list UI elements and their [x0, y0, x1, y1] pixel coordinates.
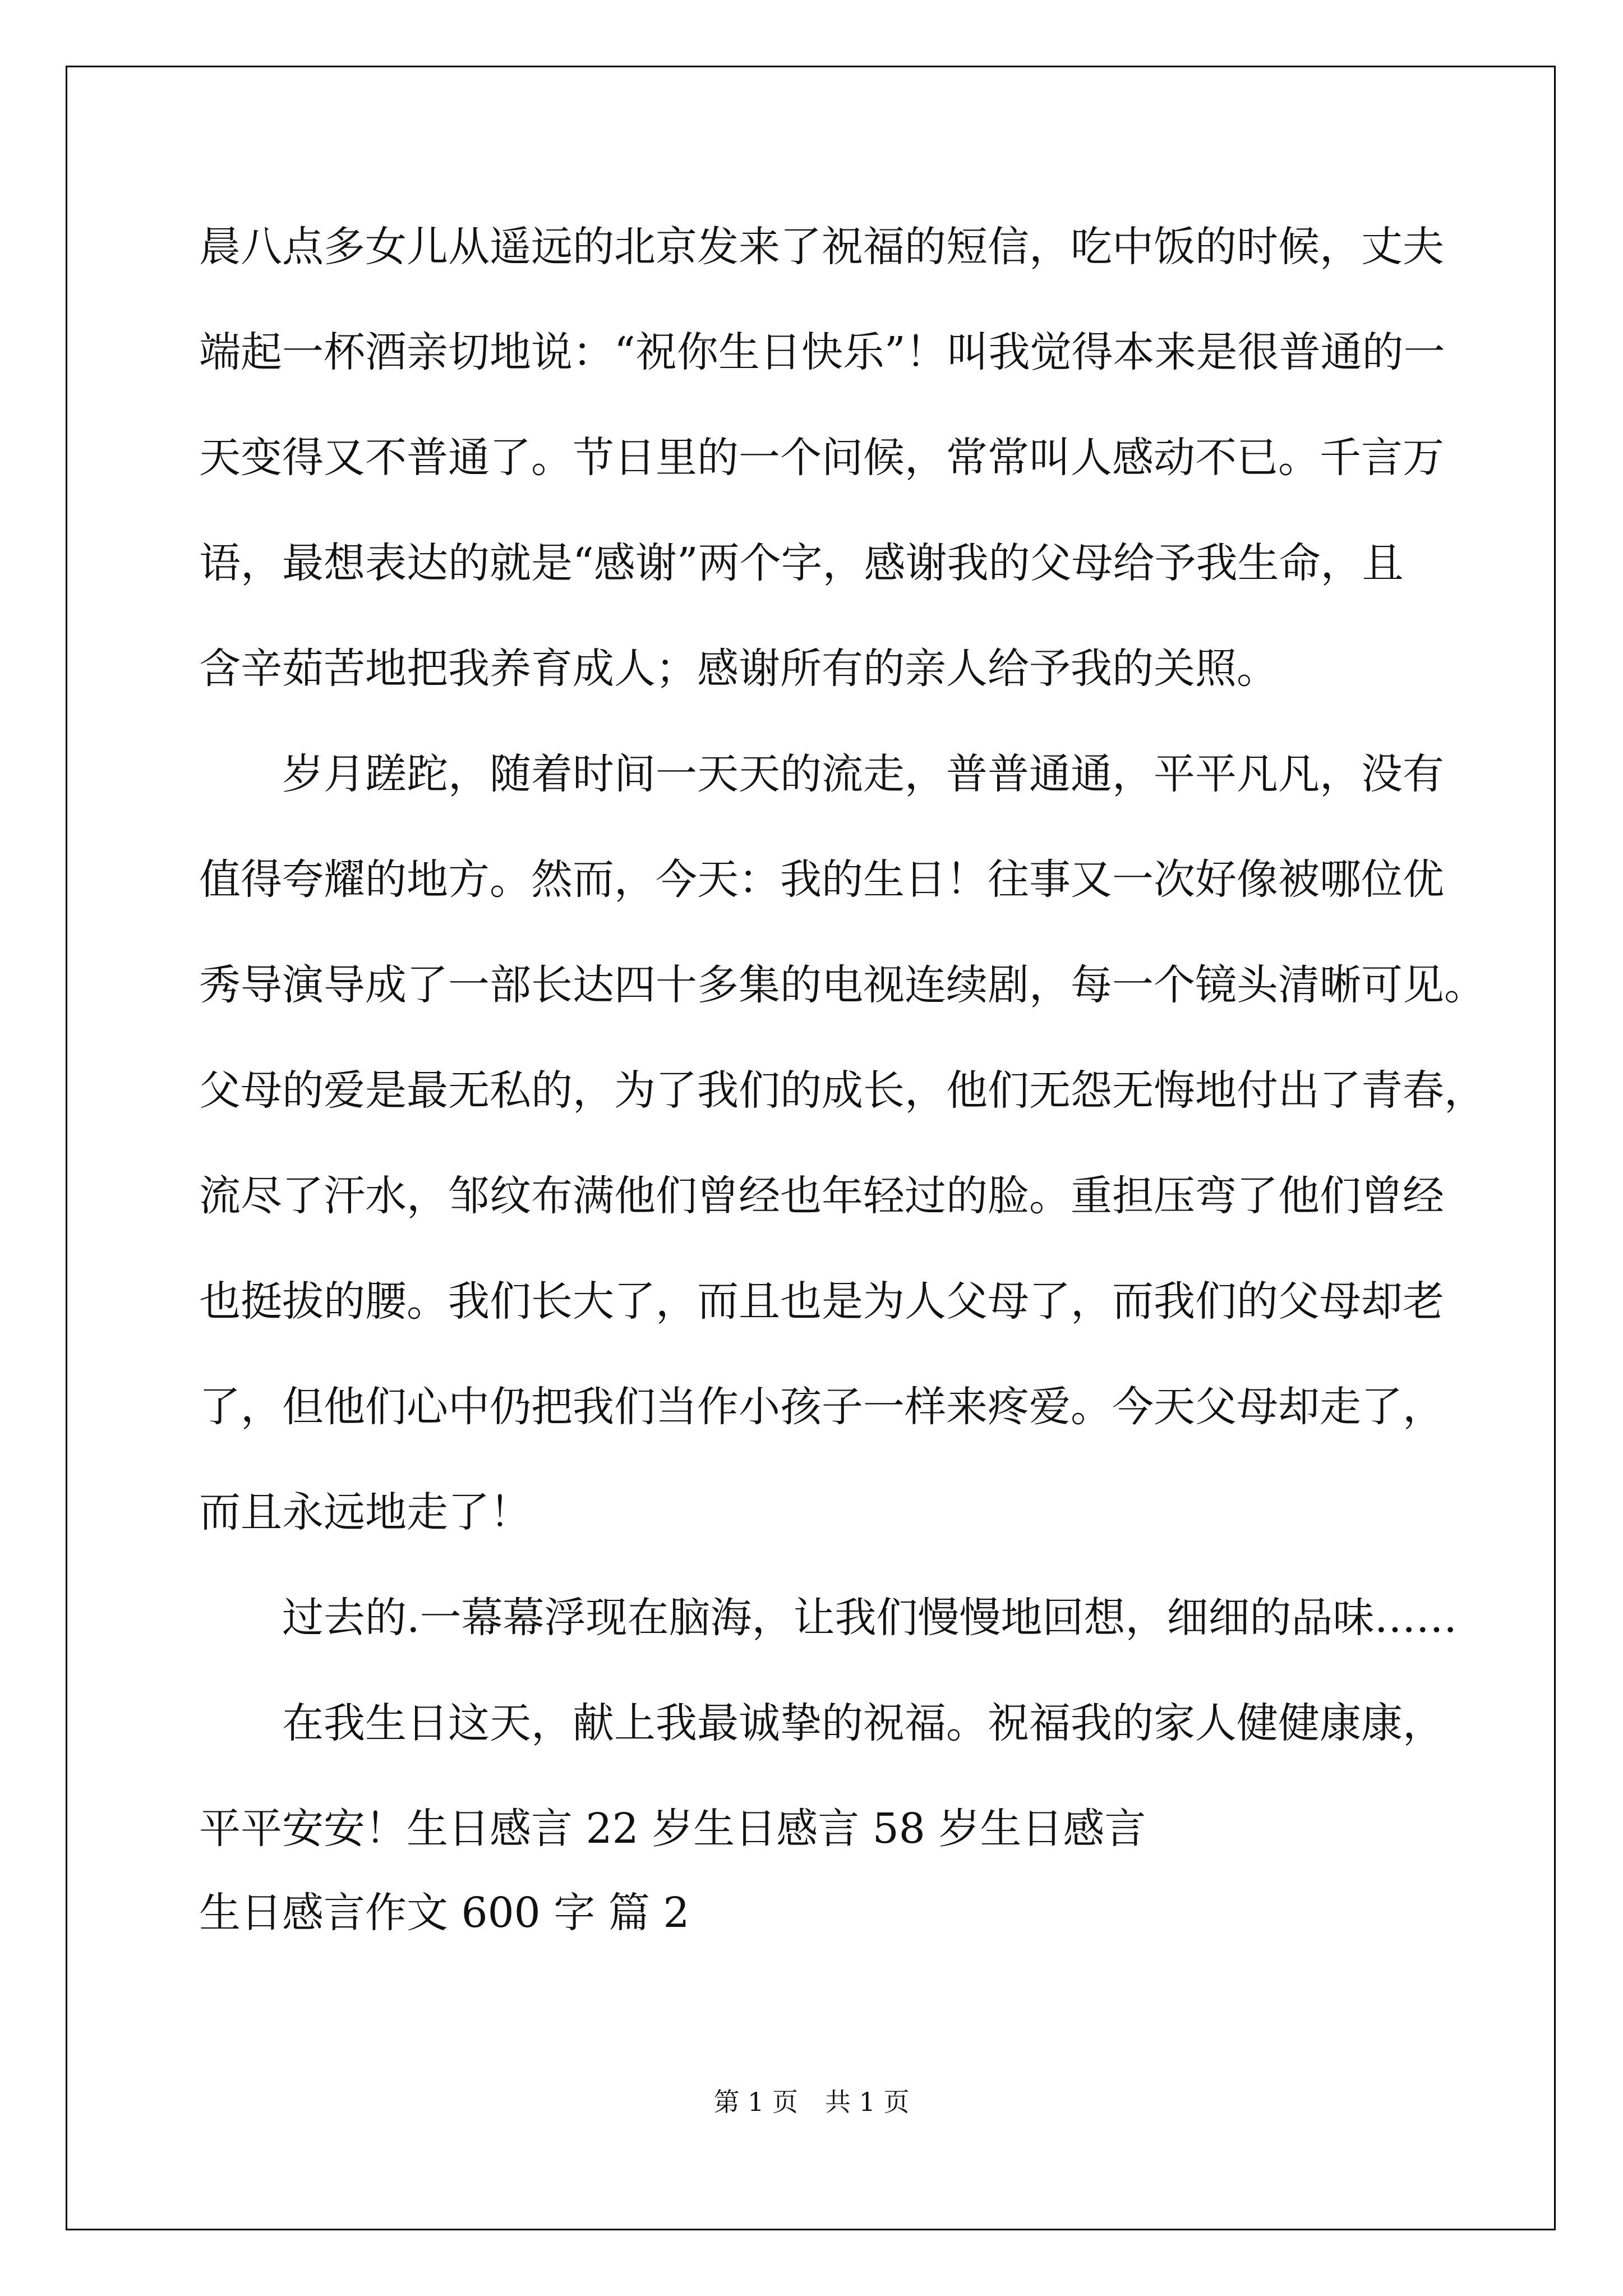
text-line: 而且永远地走了！: [199, 1488, 531, 1536]
page-number: 第 1 页: [713, 2087, 798, 2117]
text-line: 平平安安！生日感言 22 岁生日感言 58 岁生日感言: [199, 1805, 1146, 1853]
document-body: [199, 213, 1486, 1985]
text-line: 流尽了汗水，邹纹布满他们曾经也年轻过的脸。重担压弯了他们曾经: [199, 1172, 1444, 1220]
page-footer: [0, 2082, 1623, 2119]
paragraph-start-line: 过去的.一幕幕浮现在脑海，让我们慢慢地回想，细细的品味……: [282, 1594, 1458, 1642]
text-line: 端起一杯酒亲切地说：“祝你生日快乐”！叫我觉得本来是很普通的一: [199, 328, 1445, 376]
text-line: 值得夸耀的地方。然而，今天：我的生日！往事又一次好像被哪位优: [199, 855, 1444, 904]
text-line: 也挺拔的腰。我们长大了，而且也是为人父母了，而我们的父母却老: [199, 1277, 1444, 1326]
text-line: 秀导演导成了一部长达四十多集的电视连续剧，每一个镜头清晰可见。: [199, 961, 1486, 1009]
text-line: 父母的爱是最无私的，为了我们的成长，他们无怨无悔地付出了青春，: [199, 1066, 1486, 1115]
section-heading: 生日感言作文 600 字 篇 2: [199, 1889, 690, 1937]
text-line: 语，最想表达的就是“感谢”两个字，感谢我的父母给予我生命，且: [199, 539, 1404, 587]
text-line: 晨八点多女儿从遥远的北京发来了祝福的短信，吃中饭的时候，丈夫: [199, 223, 1444, 271]
page-total: 共 1 页: [825, 2087, 910, 2117]
paragraph-start-line: 岁月蹉跎，随着时间一天天的流走，普普通通，平平凡凡，没有: [282, 750, 1444, 798]
text-line: 了，但他们心中仍把我们当作小孩子一样来疼爱。今天父母却走了，: [199, 1383, 1444, 1431]
paragraph-start-line: 在我生日这天，献上我最诚挚的祝福。祝福我的家人健健康康，: [282, 1699, 1444, 1747]
text-line: 含辛茹苦地把我养育成人；感谢所有的亲人给予我的关照。: [199, 645, 1278, 693]
text-line: 天变得又不普通了。节日里的一个问候，常常叫人感动不已。千言万: [199, 434, 1444, 482]
